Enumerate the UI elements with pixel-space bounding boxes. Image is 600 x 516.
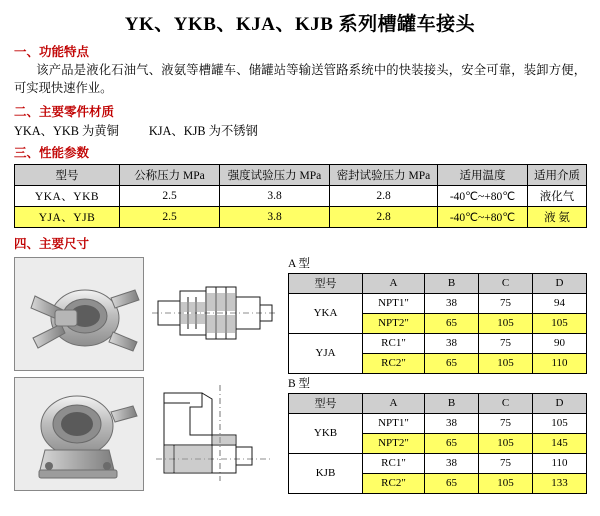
section-3-heading: 三、性能参数 (14, 145, 90, 160)
dim-a-r0-c1: NPT1" (363, 293, 425, 313)
table-row (15, 206, 587, 227)
perf-r0-c1: 2.5 (120, 185, 220, 206)
section-1-heading: 一、功能特点 (14, 45, 90, 59)
dim-b-r2-c1: RC1" (363, 453, 425, 473)
perf-r0-c3: 2.8 (330, 185, 438, 206)
table-header-row (15, 164, 587, 185)
dim-a-r3-c3: 105 (479, 353, 533, 373)
section-2-materials (14, 121, 600, 139)
perf-header-1: 公称压力 MPa (120, 164, 220, 185)
dimension-block-b (288, 375, 586, 494)
dimension-table-a (288, 273, 587, 374)
perf-r1-c2: 3.8 (220, 206, 330, 227)
table-b-label: B 型 (288, 377, 311, 390)
photo-b-graphic (15, 378, 143, 490)
dim-a-r0-c2: 38 (425, 293, 479, 313)
dim-a-header-3: C (479, 273, 533, 293)
section-4-heading: 四、主要尺寸 (14, 236, 90, 251)
dim-b-header-2: B (425, 393, 479, 413)
table-row (289, 293, 587, 313)
perf-r0-c2: 3.8 (220, 185, 330, 206)
table-header-row (289, 393, 587, 413)
technical-drawing-b (150, 377, 278, 489)
perf-header-0: 型号 (15, 164, 120, 185)
perf-header-3: 密封试验压力 MPa (330, 164, 438, 185)
dim-a-r0-c4: 94 (533, 293, 587, 313)
dim-a-r2-c4: 90 (533, 333, 587, 353)
product-photo-b (14, 377, 144, 491)
section-1-body (14, 61, 586, 98)
dim-a-r2-c3: 75 (479, 333, 533, 353)
perf-r1-c1: 2.5 (120, 206, 220, 227)
perf-header-5: 适用介质 (528, 164, 587, 185)
table-row (289, 453, 587, 473)
dim-a-r1-c3: 105 (479, 313, 533, 333)
dim-b-r1-c3: 105 (479, 433, 533, 453)
dim-b-r2-c4: 110 (533, 453, 587, 473)
dim-b-r3-c3: 105 (479, 473, 533, 493)
dim-a-header-0: 型号 (289, 273, 363, 293)
material-stainless: KJA、KJB 为不锈钢 (148, 123, 258, 138)
dim-a-r3-c1: RC2" (363, 353, 425, 373)
dim-a-r1-c2: 65 (425, 313, 479, 333)
perf-r0-c0: YKA、YKB (15, 185, 120, 206)
dim-b-r0-c4: 105 (533, 413, 587, 433)
dim-a-header-4: D (533, 273, 587, 293)
perf-r1-c3: 2.8 (330, 206, 438, 227)
dim-b-model-1: KJB (289, 453, 363, 493)
dimension-table-b (288, 393, 587, 494)
dim-a-model-0: YKA (289, 293, 363, 333)
drawing-b-graphic (150, 377, 278, 489)
material-brass: YKA、YKB 为黄铜 (14, 123, 119, 138)
dim-a-header-1: A (363, 273, 425, 293)
dim-a-r2-c2: 38 (425, 333, 479, 353)
product-photo-a (14, 257, 144, 371)
table-header-row (289, 273, 587, 293)
dim-b-model-0: YKB (289, 413, 363, 453)
page-title: YK、YKB、KJA、KJB 系列槽罐车接头 (124, 14, 476, 35)
dim-b-r3-c1: RC2" (363, 473, 425, 493)
perf-r0-c4: -40℃~+80℃ (438, 185, 528, 206)
perf-header-2: 强度试验压力 MPa (220, 164, 330, 185)
table-row (289, 333, 587, 353)
dim-b-r0-c1: NPT1" (363, 413, 425, 433)
dim-a-r1-c1: NPT2" (363, 313, 425, 333)
dim-b-header-1: A (363, 393, 425, 413)
dim-b-r1-c4: 145 (533, 433, 587, 453)
section-2-heading: 二、主要零件材质 (14, 104, 115, 119)
performance-table (14, 164, 587, 228)
dim-a-header-2: B (425, 273, 479, 293)
dim-b-header-0: 型号 (289, 393, 363, 413)
dim-a-r3-c4: 110 (533, 353, 587, 373)
dim-b-r3-c4: 133 (533, 473, 587, 493)
dim-a-r1-c4: 105 (533, 313, 587, 333)
section-4-content (0, 255, 600, 497)
dim-b-r2-c2: 38 (425, 453, 479, 473)
dim-a-model-1: YJA (289, 333, 363, 373)
drawing-a-graphic (150, 257, 278, 369)
perf-r0-c5: 液化气 (528, 185, 587, 206)
dim-b-r1-c2: 65 (425, 433, 479, 453)
technical-drawing-a (150, 257, 278, 369)
dim-a-r0-c3: 75 (479, 293, 533, 313)
perf-r1-c5: 液 氨 (528, 206, 587, 227)
photo-a-graphic (15, 258, 143, 370)
dim-b-r3-c2: 65 (425, 473, 479, 493)
dim-b-header-4: D (533, 393, 587, 413)
dim-a-r3-c2: 65 (425, 353, 479, 373)
dim-b-r2-c3: 75 (479, 453, 533, 473)
dim-b-header-3: C (479, 393, 533, 413)
perf-r1-c4: -40℃~+80℃ (438, 206, 528, 227)
dimension-block-a (288, 255, 586, 374)
table-row (15, 185, 587, 206)
section-1-text: 该产品是液化石油气、液氨等槽罐车、储罐站等输送管路系统中的快装接头，安全可靠，装卸方便，可实现快速作业。 (14, 63, 586, 96)
perf-header-4: 适用温度 (438, 164, 528, 185)
dim-b-r0-c3: 75 (479, 413, 533, 433)
dim-b-r0-c2: 38 (425, 413, 479, 433)
dim-b-r1-c1: NPT2" (363, 433, 425, 453)
dim-a-r2-c1: RC1" (363, 333, 425, 353)
table-a-label: A 型 (288, 257, 311, 270)
table-row (289, 413, 587, 433)
perf-r1-c0: YJA、YJB (15, 206, 120, 227)
